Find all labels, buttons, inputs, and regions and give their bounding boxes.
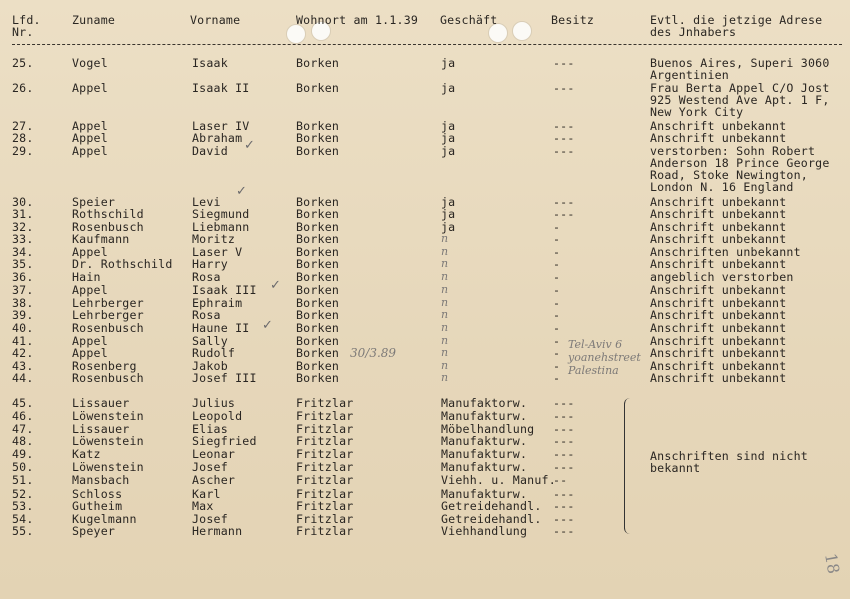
pencil-date-note: 30/3.89 — [350, 346, 397, 360]
address-cell: Anschrift unbekannt — [650, 207, 787, 221]
surname-cell: Rosenberg — [72, 359, 137, 373]
residence-cell: Borken — [296, 245, 340, 259]
row-number-cell: 25. — [12, 56, 34, 70]
business-cell: ja — [441, 207, 456, 221]
first-name-cell: Ephraim — [192, 296, 243, 310]
address-cell: Anschrift unbekannt — [650, 232, 787, 246]
business-cell: Viehhandlung — [441, 524, 528, 538]
surname-cell: Rosenbusch — [72, 321, 144, 335]
residence-cell: Borken — [296, 207, 340, 221]
business-cell: n — [441, 245, 449, 258]
property-cell: - — [553, 220, 561, 234]
row-number-cell: 39. — [12, 308, 34, 322]
property-cell: - — [553, 270, 561, 284]
property-cell: --- — [553, 131, 575, 145]
surname-cell: Vogel — [72, 56, 108, 70]
page-number: 18 — [821, 551, 844, 576]
address-cell: Anschrift unbekannt — [650, 220, 787, 234]
row-number-cell: 27. — [12, 119, 34, 133]
surname-cell: Kugelmann — [72, 512, 137, 526]
first-name-cell: Siegfried — [192, 434, 257, 448]
address-cell: Anschrift unbekannt — [650, 308, 787, 322]
residence-cell: Borken — [296, 308, 340, 322]
property-cell: --- — [553, 207, 575, 221]
row-number-cell: 26. — [12, 81, 34, 95]
property-cell: --- — [553, 460, 575, 474]
property-cell: - — [553, 257, 561, 271]
row-number-cell: 30. — [12, 195, 34, 209]
surname-cell: Löwenstein — [72, 434, 144, 448]
first-name-cell: Rosa — [192, 270, 221, 284]
property-cell: - — [553, 334, 561, 348]
property-cell: - — [553, 321, 561, 335]
row-number-cell: 52. — [12, 487, 34, 501]
residence-cell: Fritzlar — [296, 434, 354, 448]
surname-cell: Gutheim — [72, 499, 123, 513]
header-lfd: Lfd. Nr. — [12, 13, 41, 39]
surname-cell: Löwenstein — [72, 409, 144, 423]
business-cell: n — [441, 270, 449, 283]
first-name-cell: Josef — [192, 460, 228, 474]
property-cell: - — [553, 346, 561, 360]
property-cell: - — [553, 296, 561, 310]
residence-cell: Borken — [296, 81, 340, 95]
surname-cell: Katz — [72, 447, 101, 461]
header-vorname: Vorname — [190, 13, 241, 27]
first-name-cell: Laser IV — [192, 119, 250, 133]
surname-cell: Appel — [72, 283, 108, 297]
surname-cell: Speier — [72, 195, 116, 209]
surname-cell: Hain — [72, 270, 101, 284]
header-besitz: Besitz — [551, 13, 595, 27]
surname-cell: Appel — [72, 119, 108, 133]
address-cell: Anschrift unbekannt — [650, 119, 787, 133]
business-cell: Viehh. u. Manuf. — [441, 473, 556, 487]
business-cell: n — [441, 308, 449, 321]
first-name-cell: Harry — [192, 257, 228, 271]
address-cell: Buenos Aires, Superi 3060 Argentinien — [650, 56, 830, 82]
punch-hole — [286, 24, 306, 44]
address-cell: Anschriften unbekannt — [650, 245, 801, 259]
first-name-cell: Ascher — [192, 473, 236, 487]
surname-cell: Mansbach — [72, 473, 130, 487]
business-cell: n — [441, 296, 449, 309]
surname-cell: Appel — [72, 144, 108, 158]
residence-cell: Borken — [296, 270, 340, 284]
first-name-cell: Josef — [192, 512, 228, 526]
surname-cell: Speyer — [72, 524, 116, 538]
row-number-cell: 51. — [12, 473, 34, 487]
residence-cell: Borken — [296, 195, 340, 209]
business-cell: n — [441, 359, 449, 372]
surname-cell: Appel — [72, 245, 108, 259]
business-cell: n — [441, 334, 449, 347]
surname-cell: Schloss — [72, 487, 123, 501]
property-cell: --- — [553, 81, 575, 95]
property-cell: --- — [553, 422, 575, 436]
address-cell: Anschrift unbekannt — [650, 257, 787, 271]
header-wohnort: Wohnort am 1.1.39 — [296, 13, 419, 27]
property-cell: -- — [553, 473, 568, 487]
residence-cell: Borken — [296, 346, 340, 360]
residence-cell: Borken — [296, 119, 340, 133]
row-number-cell: 53. — [12, 499, 34, 513]
residence-cell: Borken — [296, 220, 340, 234]
property-cell: --- — [553, 396, 575, 410]
property-cell: --- — [553, 56, 575, 70]
row-number-cell: 36. — [12, 270, 34, 284]
business-cell: Möbelhandlung — [441, 422, 535, 436]
first-name-cell: Levi — [192, 195, 221, 209]
first-name-cell: Liebmann — [192, 220, 250, 234]
surname-cell: Appel — [72, 346, 108, 360]
address-cell: Anschrift unbekannt — [650, 346, 787, 360]
residence-cell: Borken — [296, 144, 340, 158]
surname-cell: Rosenbusch — [72, 371, 144, 385]
header-adresse: Evtl. die jetzige Adrese des Jnhabers — [650, 13, 823, 39]
residence-cell: Fritzlar — [296, 512, 354, 526]
address-cell: Anschrift unbekannt — [650, 321, 787, 335]
first-name-cell: Haune II — [192, 321, 250, 335]
business-cell: ja — [441, 195, 456, 209]
residence-cell: Fritzlar — [296, 422, 354, 436]
address-cell: Anschrift unbekannt — [650, 296, 787, 310]
residence-cell: Fritzlar — [296, 487, 354, 501]
row-number-cell: 33. — [12, 232, 34, 246]
business-cell: n — [441, 321, 449, 334]
check-mark-icon: ✓ — [270, 278, 281, 293]
address-cell: Anschrift unbekannt — [650, 334, 787, 348]
row-number-cell: 47. — [12, 422, 34, 436]
row-number-cell: 28. — [12, 131, 34, 145]
property-cell: --- — [553, 512, 575, 526]
first-name-cell: Sally — [192, 334, 228, 348]
residence-cell: Fritzlar — [296, 460, 354, 474]
residence-cell: Borken — [296, 56, 340, 70]
business-cell: Manufakturw. — [441, 487, 528, 501]
row-number-cell: 31. — [12, 207, 34, 221]
property-cell: - — [553, 283, 561, 297]
business-cell: Manufakturw. — [441, 447, 528, 461]
first-name-cell: Isaak — [192, 56, 228, 70]
row-number-cell: 54. — [12, 512, 34, 526]
first-name-cell: Leonar — [192, 447, 236, 461]
surname-cell: Dr. Rothschild — [72, 257, 173, 271]
first-name-cell: Josef III — [192, 371, 257, 385]
row-number-cell: 46. — [12, 409, 34, 423]
residence-cell: Borken — [296, 131, 340, 145]
residence-cell: Borken — [296, 257, 340, 271]
bracket-note: Anschriften sind nicht bekannt — [650, 449, 808, 475]
surname-cell: Lissauer — [72, 396, 130, 410]
row-number-cell: 43. — [12, 359, 34, 373]
header-geschaeft: Geschäft — [440, 13, 498, 27]
residence-cell: Borken — [296, 296, 340, 310]
residence-cell: Borken — [296, 359, 340, 373]
residence-cell: Fritzlar — [296, 396, 354, 410]
residence-cell: Borken — [296, 283, 340, 297]
row-number-cell: 50. — [12, 460, 34, 474]
first-name-cell: Rudolf — [192, 346, 236, 360]
address-cell: Anschrift unbekannt — [650, 195, 787, 209]
address-cell: verstorben: Sohn Robert Anderson 18 Prince George Road, Stoke Newington, London N. 16 England — [650, 144, 830, 194]
business-cell: Manufakturw. — [441, 409, 528, 423]
row-number-cell: 49. — [12, 447, 34, 461]
address-cell: Anschrift unbekannt — [650, 371, 787, 385]
surname-cell: Lehrberger — [72, 296, 144, 310]
row-number-cell: 44. — [12, 371, 34, 385]
surname-cell: Lehrberger — [72, 308, 144, 322]
property-cell: --- — [553, 524, 575, 538]
property-cell: - — [553, 359, 561, 373]
row-number-cell: 35. — [12, 257, 34, 271]
property-cell: - — [553, 245, 561, 259]
first-name-cell: Abraham — [192, 131, 243, 145]
business-cell: n — [441, 232, 449, 245]
first-name-cell: Hermann — [192, 524, 243, 538]
business-cell: n — [441, 283, 449, 296]
row-number-cell: 45. — [12, 396, 34, 410]
residence-cell: Borken — [296, 232, 340, 246]
row-number-cell: 38. — [12, 296, 34, 310]
row-number-cell: 48. — [12, 434, 34, 448]
first-name-cell: Rosa — [192, 308, 221, 322]
row-number-cell: 55. — [12, 524, 34, 538]
address-cell: Frau Berta Appel C/O Jost 925 Westend Ave Apt. 1 F, New York City — [650, 81, 830, 119]
residence-cell: Borken — [296, 321, 340, 335]
surname-cell: Rosenbusch — [72, 220, 144, 234]
business-cell: ja — [441, 81, 456, 95]
row-number-cell: 32. — [12, 220, 34, 234]
first-name-cell: Elias — [192, 422, 228, 436]
first-name-cell: Laser V — [192, 245, 243, 259]
first-name-cell: Isaak III — [192, 283, 257, 297]
business-cell: Manufakturw. — [441, 434, 528, 448]
residence-cell: Fritzlar — [296, 409, 354, 423]
residence-cell: Fritzlar — [296, 524, 354, 538]
header-divider — [12, 44, 842, 45]
business-cell: n — [441, 257, 449, 270]
property-cell: - — [553, 371, 561, 385]
business-cell: ja — [441, 220, 456, 234]
business-cell: ja — [441, 131, 456, 145]
address-cell: Anschrift unbekannt — [650, 283, 787, 297]
surname-cell: Löwenstein — [72, 460, 144, 474]
first-name-cell: Leopold — [192, 409, 243, 423]
business-cell: ja — [441, 119, 456, 133]
business-cell: Getreidehandl. — [441, 499, 542, 513]
surname-cell: Appel — [72, 131, 108, 145]
first-name-cell: Julius — [192, 396, 236, 410]
group-bracket — [624, 398, 635, 534]
business-cell: Manufaktorw. — [441, 396, 528, 410]
property-cell: --- — [553, 499, 575, 513]
address-cell: Anschrift unbekannt — [650, 359, 787, 373]
surname-cell: Lissauer — [72, 422, 130, 436]
property-cell: --- — [553, 434, 575, 448]
first-name-cell: Max — [192, 499, 214, 513]
business-cell: ja — [441, 56, 456, 70]
residence-cell: Borken — [296, 371, 340, 385]
punch-hole — [512, 21, 532, 41]
check-mark-icon: ✓ — [262, 318, 273, 333]
row-number-cell: 41. — [12, 334, 34, 348]
check-mark-icon: ✓ — [236, 184, 247, 199]
first-name-cell: Moritz — [192, 232, 236, 246]
row-number-cell: 34. — [12, 245, 34, 259]
property-cell: --- — [553, 447, 575, 461]
business-cell: ja — [441, 144, 456, 158]
row-number-cell: 37. — [12, 283, 34, 297]
row-number-cell: 42. — [12, 346, 34, 360]
address-cell: Anschrift unbekannt — [650, 131, 787, 145]
property-cell: - — [553, 232, 561, 246]
property-cell: --- — [553, 409, 575, 423]
surname-cell: Appel — [72, 334, 108, 348]
row-number-cell: 40. — [12, 321, 34, 335]
property-cell: --- — [553, 195, 575, 209]
residence-cell: Fritzlar — [296, 499, 354, 513]
header-zuname: Zuname — [72, 13, 116, 27]
property-cell: --- — [553, 119, 575, 133]
property-cell: - — [553, 308, 561, 322]
first-name-cell: Jakob — [192, 359, 228, 373]
surname-cell: Rothschild — [72, 207, 144, 221]
surname-cell: Kaufmann — [72, 232, 130, 246]
first-name-cell: Siegmund — [192, 207, 250, 221]
check-mark-icon: ✓ — [244, 138, 255, 153]
business-cell: n — [441, 346, 449, 359]
surname-cell: Appel — [72, 81, 108, 95]
property-cell: --- — [553, 487, 575, 501]
address-cell: angeblich verstorben — [650, 270, 794, 284]
business-cell: Manufakturw. — [441, 460, 528, 474]
property-cell: --- — [553, 144, 575, 158]
residence-cell: Borken — [296, 334, 340, 348]
first-name-cell: Isaak II — [192, 81, 250, 95]
first-name-cell: Karl — [192, 487, 221, 501]
pencil-margin-note: Tel-Aviv 6 yoanehstreet Palestina — [568, 338, 641, 377]
first-name-cell: David — [192, 144, 228, 158]
business-cell: Getreidehandl. — [441, 512, 542, 526]
residence-cell: Fritzlar — [296, 447, 354, 461]
row-number-cell: 29. — [12, 144, 34, 158]
business-cell: n — [441, 371, 449, 384]
residence-cell: Fritzlar — [296, 473, 354, 487]
